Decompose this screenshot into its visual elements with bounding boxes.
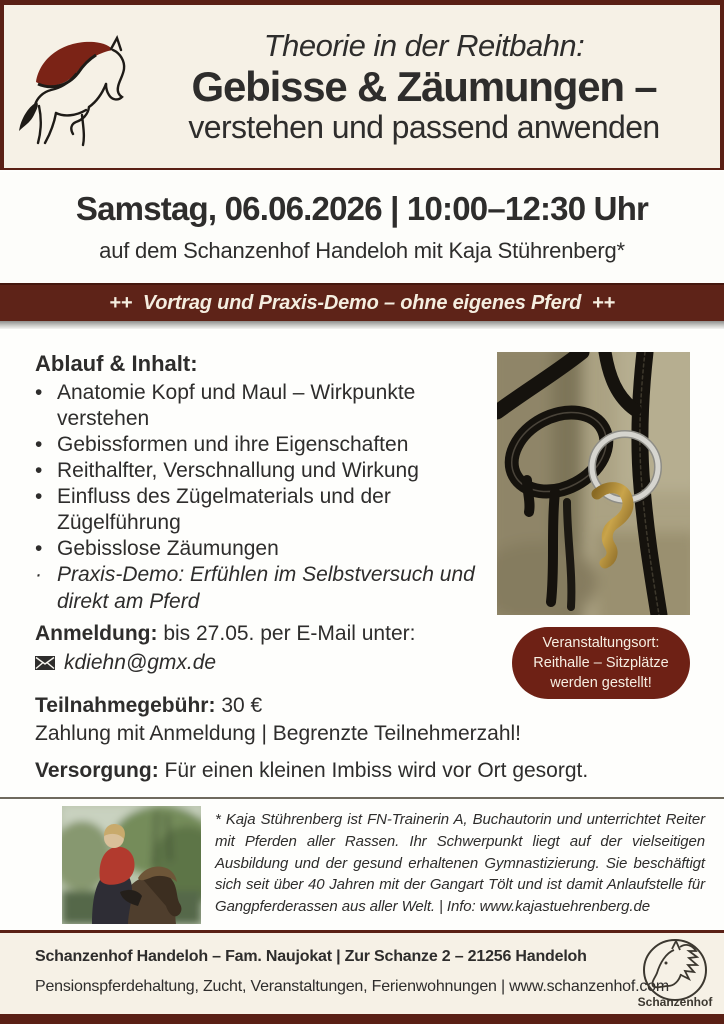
event-datetime: Samstag, 06.06.2026 | 10:00–12:30 Uhr: [75, 190, 649, 227]
bullet-icon: •: [35, 433, 43, 457]
list-item-text: Praxis-Demo: Erfühlen im Selbstversuch und direkt am Pferd: [57, 563, 475, 613]
fee-line: [35, 692, 555, 720]
banner-shadow: [0, 321, 724, 329]
bio-section: [0, 799, 724, 930]
flyer-title: Gebisse & Zäumungen –: [191, 63, 657, 111]
event-location: auf dem Schanzenhof Handeloh mit Kaja Stührenberg*: [99, 238, 625, 263]
catering-text: Für einen kleinen Imbiss wird vor Ort gesorgt.: [164, 759, 589, 782]
fee-note: Zahlung mit Anmeldung | Begrenzte Teilnehmerzahl!: [35, 721, 522, 745]
list-item-text: Gebissformen und ihre Eigenschaften: [57, 433, 409, 457]
agenda-section: [35, 350, 490, 615]
list-item: [35, 458, 490, 484]
highlight-banner: ++ Vortrag und Praxis-Demo – ohne eigenes Pferd ++: [0, 283, 724, 321]
footer: [0, 933, 724, 1014]
footer-address: Schanzenhof Handeloh – Fam. Naujokat | Zur Schanze 2 – 21256 Handeloh: [35, 948, 587, 965]
footer-services: Pensionspferdehaltung, Zucht, Veranstaltungen, Ferienwohnungen | www.schanzenhof.com: [35, 978, 669, 995]
list-item: [35, 432, 490, 458]
list-item-text: Gebisslose Zäumungen: [57, 537, 279, 561]
flyer-kicker: Theorie in der Reitbahn:: [263, 27, 585, 63]
catering-section: [35, 759, 700, 783]
trainer-photo: [62, 806, 201, 924]
list-item: [35, 484, 490, 536]
fee-label: Teilnahmegebühr:: [35, 694, 216, 717]
registration-line: [35, 620, 490, 647]
registration-section: [35, 620, 490, 677]
bridle-photo: [497, 352, 690, 615]
date-section: [0, 172, 724, 283]
bottom-border: [0, 1014, 724, 1024]
bullet-icon: •: [35, 459, 43, 483]
list-item: [35, 562, 490, 614]
schanzenhof-logo: [636, 937, 714, 1013]
header-text: [142, 28, 720, 146]
registration-label: Anmeldung:: [35, 622, 158, 645]
agenda-list: [35, 380, 490, 614]
bullet-icon: •: [35, 485, 43, 509]
envelope-icon: [35, 656, 55, 670]
header: [0, 0, 724, 170]
venue-badge-line: Veranstaltungsort:: [542, 634, 660, 651]
list-item: [35, 536, 490, 562]
fee-section: [35, 692, 555, 747]
list-item-text: Reithalfter, Verschnallung und Wirkung: [57, 459, 419, 483]
venue-badge-line: Reithalle – Sitzplätze: [533, 654, 669, 671]
bullet-icon: •: [35, 537, 43, 561]
agenda-heading: Ablauf & Inhalt:: [35, 351, 198, 376]
venue-badge-line: werden gestellt!: [550, 675, 652, 692]
flyer-subtitle: verstehen und passend anwenden: [188, 109, 660, 146]
catering-label: Versorgung:: [35, 759, 159, 782]
email-line: [35, 649, 490, 676]
list-item-text: Anatomie Kopf und Maul – Wirkpunkte verstehen: [57, 381, 416, 431]
list-item: [35, 380, 490, 432]
venue-badge: [512, 627, 690, 699]
registration-text: bis 27.05. per E-Mail unter:: [163, 622, 416, 645]
registration-email: kdiehn@gmx.de: [64, 651, 217, 675]
horse-logo-icon: [16, 24, 142, 150]
trainer-bio: * Kaja Stührenberg ist FN-Trainerin A, Buchautorin und unterrichtet Reiter mit Pferden aller Rassen. Ihr Schwerpunkt liegt auf der vielseitigen Ausbildung und der gesund erhaltenen Gymnastizierung. Sie beschäftigt sich seit über 40 Jahren mit der Gangart Tölt und ist damit Anlaufstelle für Gangpferderassen aus aller Welt. | Info: www.kajastuehrenberg.de: [215, 811, 705, 915]
bullet-icon: ·: [35, 563, 42, 587]
fee-amount: 30 €: [221, 694, 263, 717]
list-item-text: Einfluss des Zügelmaterials und der Zügelführung: [57, 485, 391, 535]
schanzenhof-logo-text: Schanzenhof: [637, 995, 713, 1009]
bullet-icon: •: [35, 381, 43, 405]
